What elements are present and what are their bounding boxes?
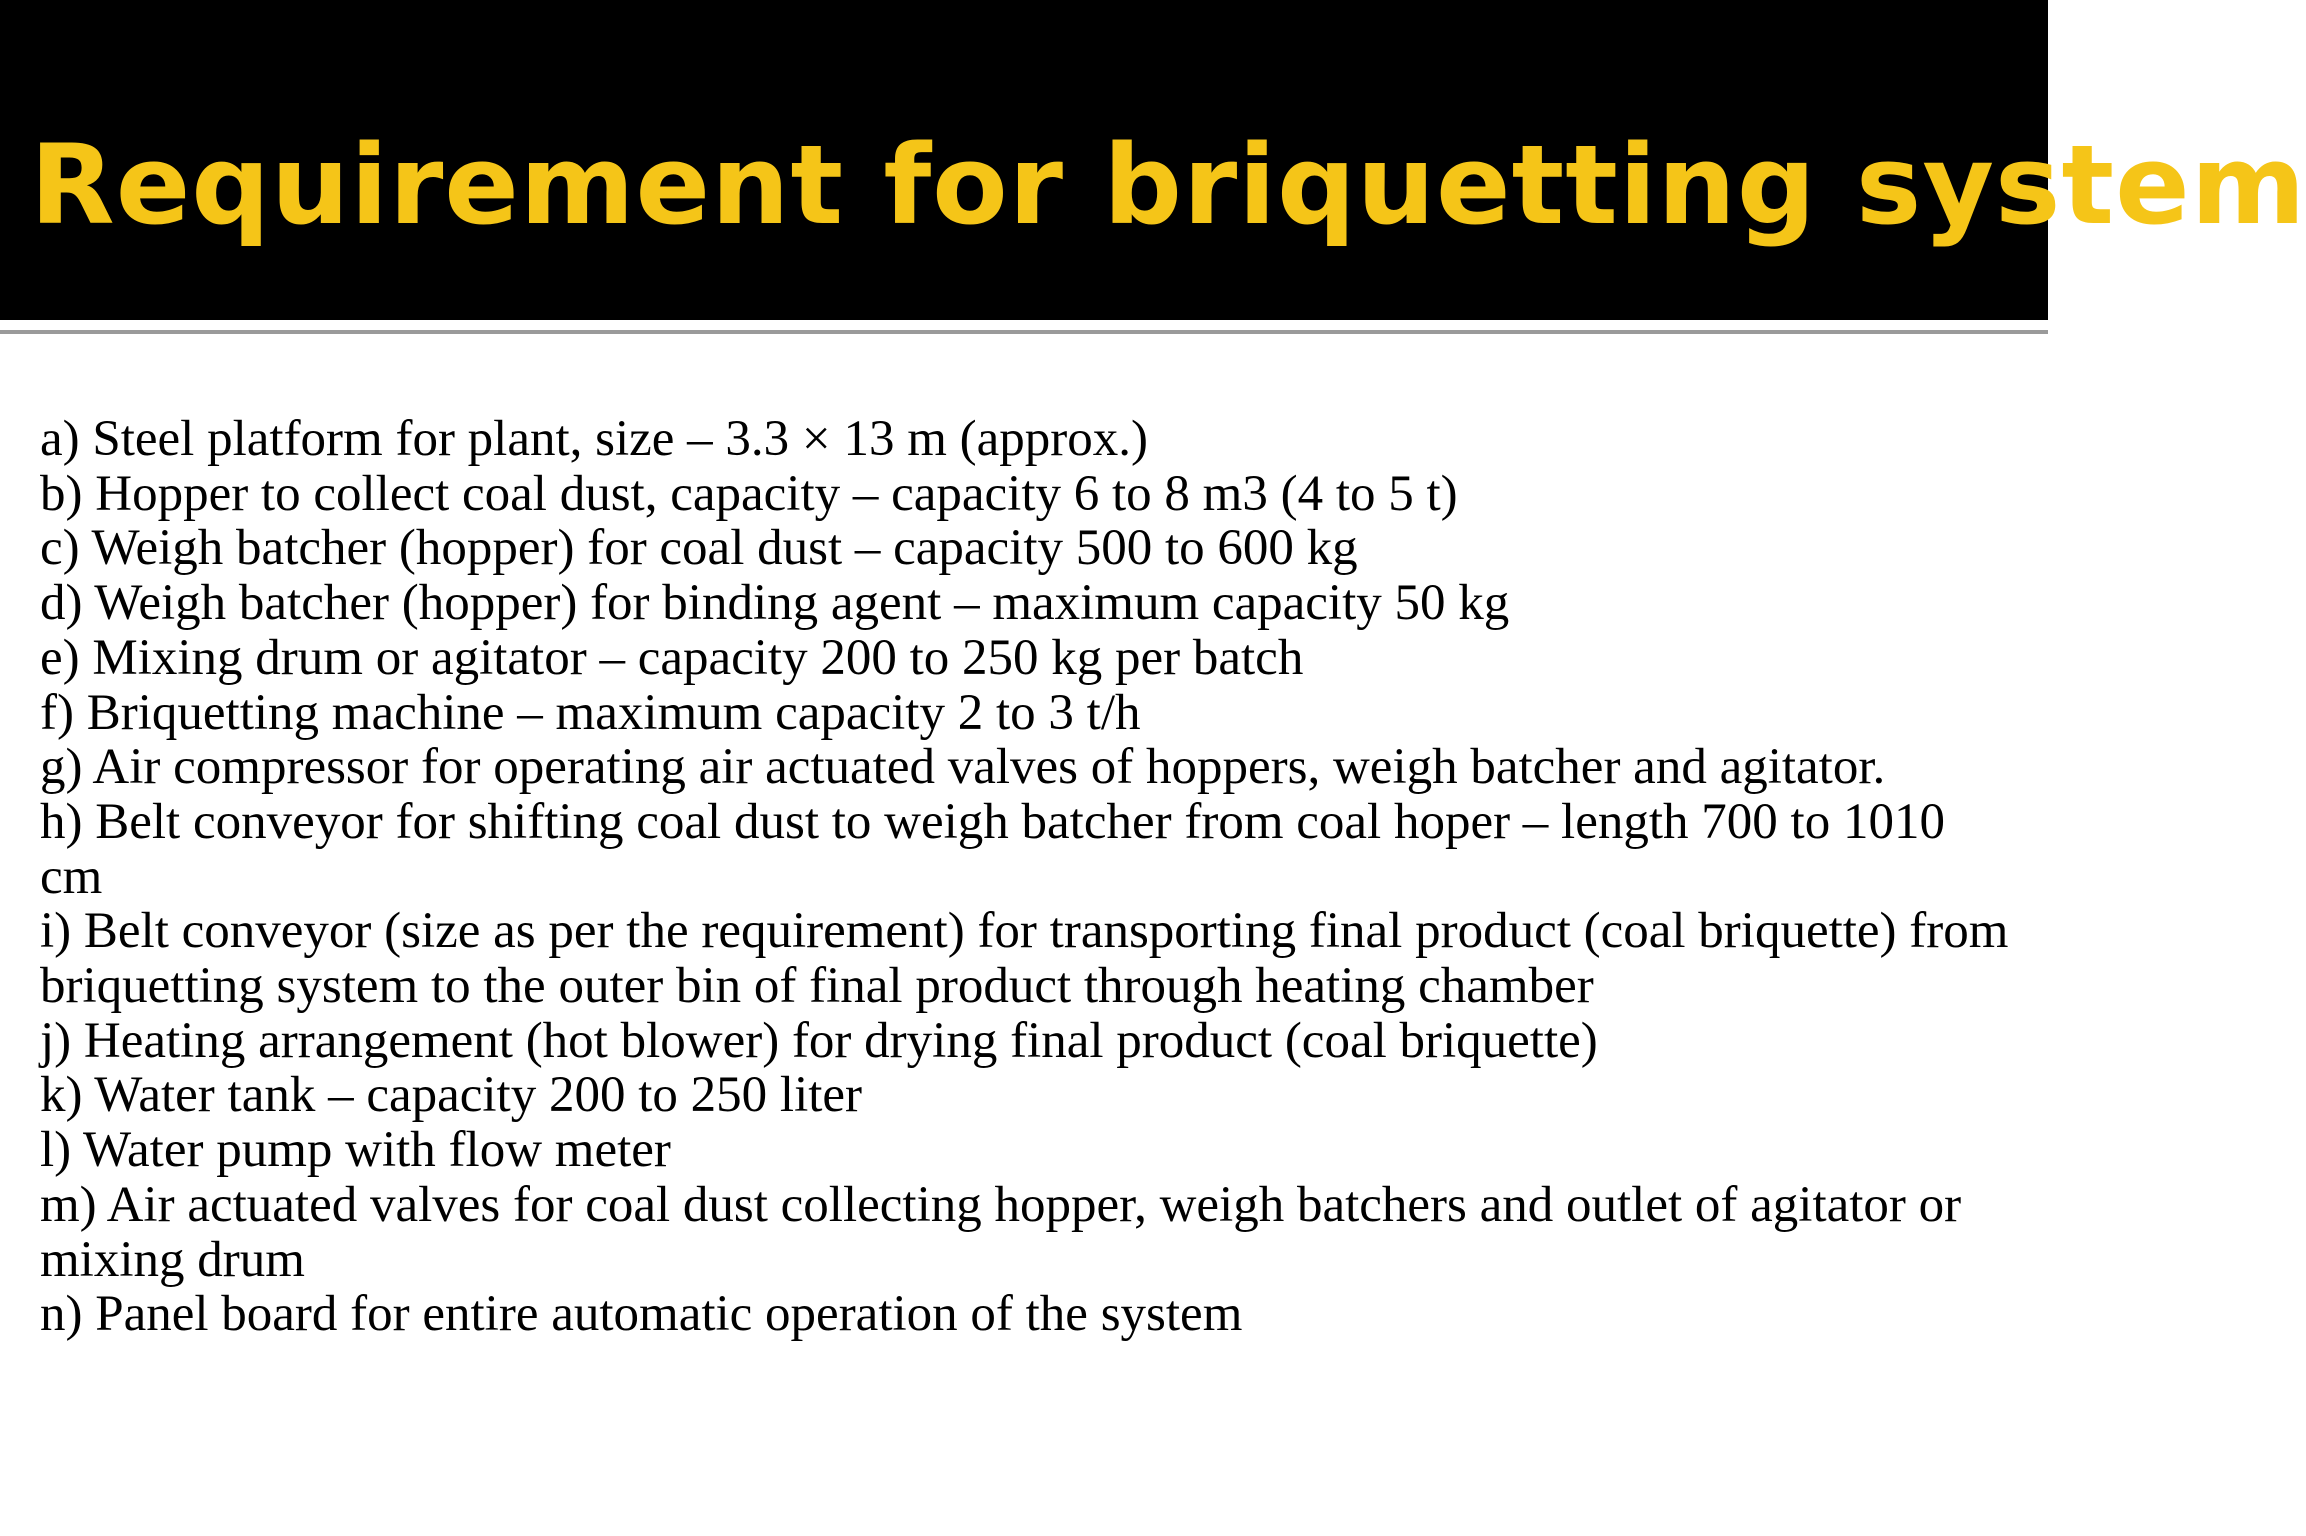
requirement-item: g) Air compressor for operating air actuated valves of hoppers, weigh batcher and agitator.	[40, 739, 1886, 796]
requirement-item: e) Mixing drum or agitator – capacity 200 to 250 kg per batch	[40, 629, 1304, 686]
requirement-item: i) Belt conveyor (size as per the requirement) for transporting final product (coal briquette) from briquetting system to the outer bin of final product through heating chamber	[40, 903, 2009, 1015]
requirement-item: a) Steel platform for plant, size – 3.3 × 13 m (approx.)	[40, 411, 1148, 467]
requirement-item: d) Weigh batcher (hopper) for binding agent – maximum capacity 50 kg	[40, 575, 1510, 632]
requirement-item: k) Water tank – capacity 200 to 250 liter	[40, 1067, 863, 1124]
requirements-list	[40, 412, 2010, 1342]
requirement-item: f) Briquetting machine – maximum capacity 2 to 3 t/h	[40, 684, 1141, 741]
requirement-item: b) Hopper to collect coal dust, capacity – capacity 6 to 8 m3 (4 to 5 t)	[40, 465, 1458, 522]
requirement-item: n) Panel board for entire automatic operation of the system	[40, 1286, 1243, 1343]
requirement-item: m) Air actuated valves for coal dust collecting hopper, weigh batchers and outlet of agitator or mixing drum	[40, 1176, 1962, 1288]
requirement-item: l) Water pump with flow meter	[40, 1122, 671, 1179]
requirement-item: j) Heating arrangement (hot blower) for drying final product (coal briquette)	[40, 1012, 1598, 1069]
slide-title: Requirement for briquetting system	[30, 121, 2306, 249]
requirement-item: h) Belt conveyor for shifting coal dust to weigh batcher from coal hoper – length 700 to 1010 cm	[40, 793, 1945, 905]
title-bar	[0, 0, 2306, 320]
requirement-item: c) Weigh batcher (hopper) for coal dust – capacity 500 to 600 kg	[40, 520, 1358, 577]
title-divider-shadow	[0, 330, 2048, 334]
title-divider	[0, 320, 2048, 326]
